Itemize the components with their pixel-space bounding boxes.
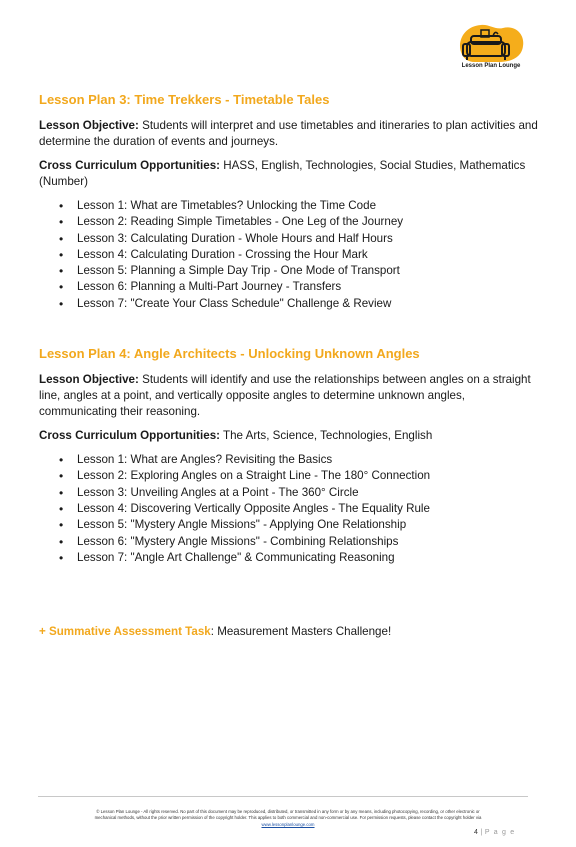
list-item: • Lesson 5: "Mystery Angle Missions" - Applying One Relationship <box>77 517 539 533</box>
list-item: • Lesson 1: What are Timetables? Unlocking the Time Code <box>77 198 539 214</box>
plan4-objective-label: Lesson Objective: <box>39 373 139 387</box>
footer-website-link[interactable]: www.lessonplanlounge.com <box>261 821 315 827</box>
plan4-title: Lesson Plan 4: Angle Architects - Unlocking Unknown Angles <box>39 346 420 362</box>
list-item: • Lesson 7: "Angle Art Challenge" & Communicating Reasoning <box>77 550 539 566</box>
copyright-line-2: mechanical methods, without the prior written permission of the copyright holder. This applies to both commercial and non-commercial use. For permission requests, please contact the copyright holder via <box>94 815 482 821</box>
list-item: • Lesson 6: Planning a Multi-Part Journey - Transfers <box>77 279 539 295</box>
footer-divider <box>38 796 528 797</box>
logo-wordmark: Lesson Plan Lounge <box>461 63 521 69</box>
plan4-cross <box>39 428 539 444</box>
plan4-objective-text: Students will identify and use the relationships between angles on a straight line, angles at a point, and vertically opposite angles to determine unknown angles, communicating their reasoning. <box>39 373 531 419</box>
list-item: • Lesson 2: Reading Simple Timetables - One Leg of the Journey <box>77 214 539 230</box>
plan3-objective-text: Students will interpret and use timetables and itineraries to plan activities and determine the duration of events and journeys. <box>39 119 538 148</box>
summative-task-label: + Summative Assessment Task <box>39 625 211 639</box>
plan4-lesson-list <box>39 452 539 566</box>
list-item: • Lesson 1: What are Angles? Revisiting the Basics <box>77 452 539 468</box>
main-content <box>39 90 539 640</box>
list-item: • Lesson 5: Planning a Simple Day Trip - One Mode of Transport <box>77 263 539 279</box>
list-item: • Lesson 3: Calculating Duration - Whole Hours and Half Hours <box>77 231 539 247</box>
copyright-line-1: © Lesson Plan Lounge - All rights reserved. No part of this document may be reproduced, distributed, or transmitted in any form or by any means, including photocopying, recording, or other electronic or <box>96 809 480 814</box>
summative-task <box>39 624 539 640</box>
plan3-cross-text: HASS, English, Technologies, Social Studies, Mathematics (Number) <box>39 159 526 188</box>
plan4-cross-label: Cross Curriculum Opportunities: <box>39 429 221 443</box>
plan4-objective <box>39 372 539 420</box>
page-number-value: 4 <box>474 829 479 836</box>
plan3-objective <box>39 118 539 150</box>
plan3-lesson-list <box>39 198 539 312</box>
list-item: • Lesson 2: Exploring Angles on a Straight Line - The 180° Connection <box>77 468 539 484</box>
page-number-separator: | <box>480 829 483 836</box>
list-item: • Lesson 7: "Create Your Class Schedule" Challenge & Review <box>77 296 539 312</box>
list-item: • Lesson 3: Unveiling Angles at a Point - The 360° Circle <box>77 485 539 501</box>
page-word: P a g e <box>484 829 516 836</box>
plan3-objective-label: Lesson Objective: <box>39 119 139 132</box>
list-item: • Lesson 4: Calculating Duration - Crossing the Hour Mark <box>77 247 539 263</box>
summative-task-text: : Measurement Masters Challenge! <box>210 625 392 639</box>
plan4-cross-text: The Arts, Science, Technologies, English <box>220 429 433 443</box>
plan3-cross-label: Cross Curriculum Opportunities: <box>39 159 221 172</box>
list-item: • Lesson 4: Discovering Vertically Opposite Angles - The Equality Rule <box>77 501 539 517</box>
plan3-title: Lesson Plan 3: Time Trekkers - Timetable Tales <box>39 92 330 107</box>
footer-copyright <box>40 809 536 828</box>
list-item: • Lesson 6: "Mystery Angle Missions" - Combining Relationships <box>77 534 539 550</box>
page-number <box>474 829 515 836</box>
plan3-cross <box>39 158 539 190</box>
